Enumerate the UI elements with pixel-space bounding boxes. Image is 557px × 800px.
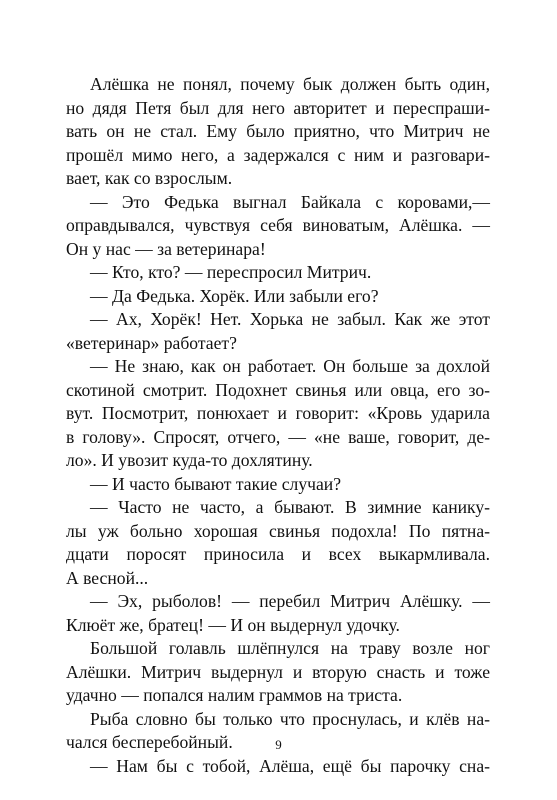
text-line: — Эх, рыболов! — перебил Митрич Алёшку. — — [90, 591, 490, 611]
text-line: чался бесперебойный. — [66, 732, 233, 752]
text-line: ло». И увозит куда-то дохлятину. — [66, 450, 313, 470]
text-line: — Кто, кто? — переспросил Митрич. — [90, 262, 372, 282]
text-line: оправдывался, чувствуя себя виноватым, Алёшка. — — [66, 215, 490, 235]
text-line: — Ах, Хорёк! Нет. Хорька не забыл. Как же этот — [90, 309, 490, 329]
text-line: удачно — попался налим граммов на триста. — [66, 685, 403, 705]
text-line: вать он не стал. Ему было приятно, что Митрич не — [66, 121, 490, 141]
text-line: дцати поросят приносила и всех выкармливала. — [66, 544, 490, 564]
text-line: но дядя Петя был для него авторитет и переспраши- — [66, 97, 490, 118]
text-line: вут. Посмотрит, понюхает и говорит: «Кровь ударила — [66, 403, 490, 423]
text-line: Алёшка не понял, почему бык должен быть один, — [90, 74, 490, 94]
text-line: — Да Федька. Хорёк. Или забыли его? — [90, 285, 379, 306]
text-line: скотиной смотрит. Подохнет свинья или овца, его зо- — [66, 379, 490, 400]
text-line: — Нам бы с тобой, Алёша, ещё бы парочку сна- — [90, 755, 490, 776]
text-line: — Часто не часто, а бывают. В зимние канику- — [90, 497, 490, 517]
body-text — [66, 73, 490, 778]
page-number: 9 — [275, 737, 282, 752]
text-line: Он у нас — за ветеринара! — [66, 238, 266, 259]
text-line: прошёл мимо него, а задержался с ним и разговари- — [66, 144, 490, 165]
text-line: Большой голавль шлёпнулся на траву возле ног — [90, 638, 490, 658]
text-line: — Не знаю, как он работает. Он больше за дохлой — [90, 356, 490, 376]
text-line: — И часто бывают такие случаи? — [90, 473, 342, 494]
text-line: вает, как со взрослым. — [66, 168, 233, 188]
text-line: «ветеринар» работает? — [66, 332, 237, 353]
text-line: лы уж больно хорошая свинья подохла! По пятна- — [66, 520, 490, 541]
text-line: А весной... — [66, 567, 149, 588]
text-line: в голову». Спросят, отчего, — «не ваше, говорит, де- — [66, 426, 490, 447]
text-line: Алёшки. Митрич выдернул и вторую снасть и тоже — [66, 661, 490, 682]
text-line: Клюёт же, братец! — И он выдернул удочку. — [66, 614, 400, 635]
text-line: — Это Федька выгнал Байкала с коровами,— — [90, 191, 490, 212]
text-line: Рыба словно бы только что проснулась, и клёв на- — [90, 708, 490, 729]
